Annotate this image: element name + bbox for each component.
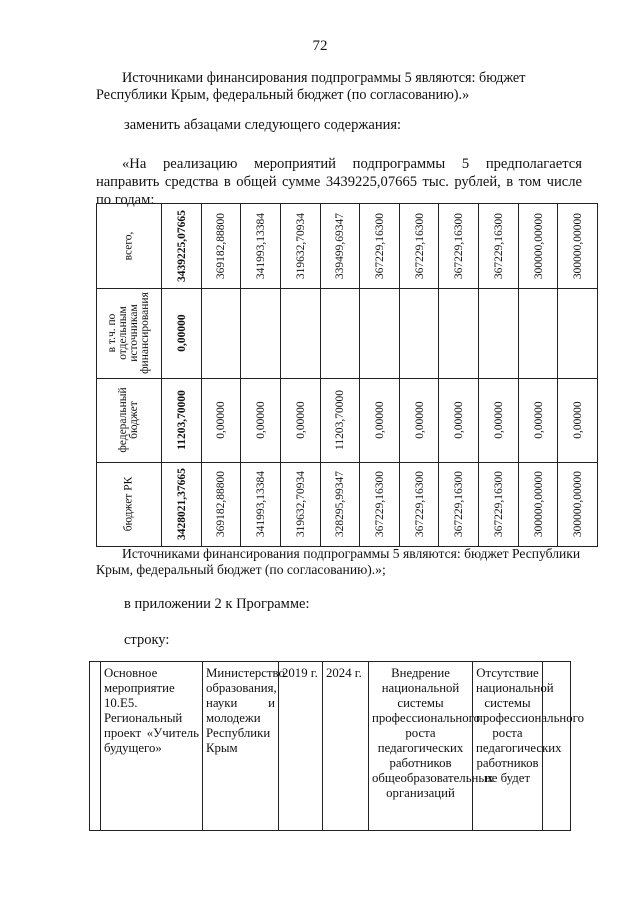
funding-value: 300000,00000 bbox=[532, 212, 545, 280]
row-cell-start-year: 2019 г. bbox=[278, 662, 322, 830]
funding-value: 0,00000 bbox=[215, 401, 228, 439]
funding-value: 3439225,07665 bbox=[175, 210, 188, 282]
funding-header-label: в т.ч. по отдельным источникам финансирования bbox=[106, 292, 151, 374]
row-cell-end-year: 2024 г. bbox=[322, 662, 368, 830]
funding-value: 341993,13384 bbox=[255, 470, 268, 538]
funding-cell bbox=[518, 204, 559, 288]
funding-value: 367229,16300 bbox=[413, 470, 426, 538]
funding-cell bbox=[359, 204, 400, 288]
funding-value: 0,00000 bbox=[492, 401, 505, 439]
paragraph-appendix: в приложении 2 к Программе: bbox=[124, 596, 310, 612]
funding-cell bbox=[201, 288, 242, 378]
funding-cell bbox=[280, 378, 321, 462]
funding-cell bbox=[478, 462, 519, 546]
funding-band-2 bbox=[97, 378, 597, 463]
funding-cell bbox=[399, 288, 440, 378]
funding-value: 328295,99347 bbox=[334, 470, 347, 538]
funding-value: 0,00000 bbox=[413, 401, 426, 439]
row-cell-measure: Основное мероприятие 10.Е5. Региональный проект «Учитель будущего» bbox=[100, 662, 202, 830]
paragraph-replace: заменить абзацами следующего содержания: bbox=[124, 117, 402, 133]
funding-cell bbox=[399, 462, 440, 546]
funding-cell bbox=[478, 288, 519, 378]
funding-band-0 bbox=[97, 204, 597, 289]
funding-value: 369182,88800 bbox=[215, 212, 228, 280]
funding-cell bbox=[201, 462, 242, 546]
funding-value: 319632,70934 bbox=[294, 470, 307, 538]
funding-band-3 bbox=[97, 462, 597, 546]
funding-value: 11203,70000 bbox=[175, 390, 188, 450]
funding-value: 369182,88800 bbox=[215, 470, 228, 538]
funding-band-1 bbox=[97, 288, 597, 379]
funding-cell bbox=[438, 378, 479, 462]
funding-cell bbox=[280, 204, 321, 288]
funding-header-cell bbox=[97, 204, 161, 288]
funding-cell bbox=[161, 204, 202, 288]
funding-value: 367229,16300 bbox=[373, 212, 386, 280]
funding-cell bbox=[240, 288, 281, 378]
funding-cell bbox=[161, 378, 202, 462]
funding-value: 319632,70934 bbox=[294, 212, 307, 280]
funding-header-label: всего, bbox=[122, 231, 135, 261]
funding-cell bbox=[438, 288, 479, 378]
funding-header-cell bbox=[97, 462, 161, 546]
funding-value: 339499,69347 bbox=[334, 212, 347, 280]
funding-value: 0,00000 bbox=[373, 401, 386, 439]
funding-cell bbox=[320, 288, 361, 378]
funding-cell bbox=[438, 204, 479, 288]
row-cell-consequence: Отсутствие национальной системы профессионального роста педагогических работников не будет bbox=[472, 662, 542, 830]
funding-cell bbox=[557, 204, 598, 288]
funding-table bbox=[96, 203, 598, 547]
funding-value: 367229,16300 bbox=[492, 212, 505, 280]
funding-cell bbox=[478, 378, 519, 462]
funding-cell bbox=[557, 378, 598, 462]
funding-cell bbox=[359, 288, 400, 378]
funding-value: 367229,16300 bbox=[453, 212, 466, 280]
funding-value: 0,00000 bbox=[294, 401, 307, 439]
paragraph-funding-total: «На реализацию мероприятий подпрограммы 5 предполагается направить средства в общей сумме 3439225,07665 тыс. рублей, в том числе по годам: bbox=[96, 156, 582, 208]
page-number: 72 bbox=[312, 38, 328, 54]
funding-cell bbox=[557, 288, 598, 378]
funding-cell bbox=[438, 462, 479, 546]
paragraph-row-label: строку: bbox=[124, 632, 170, 648]
funding-value: 0,00000 bbox=[255, 401, 268, 439]
funding-cell bbox=[280, 462, 321, 546]
funding-cell bbox=[557, 462, 598, 546]
funding-cell bbox=[240, 204, 281, 288]
funding-cell bbox=[320, 462, 361, 546]
funding-cell bbox=[320, 378, 361, 462]
funding-cell bbox=[280, 288, 321, 378]
funding-cell bbox=[161, 288, 202, 378]
funding-cell bbox=[518, 462, 559, 546]
funding-value: 3428021,37665 bbox=[175, 468, 188, 540]
funding-cell bbox=[518, 288, 559, 378]
funding-cell bbox=[399, 378, 440, 462]
row-cell-ministry: Министерство образования, науки и молодежи Республики Крым bbox=[202, 662, 278, 830]
funding-cell bbox=[201, 204, 242, 288]
funding-value: 341993,13384 bbox=[255, 212, 268, 280]
funding-value: 0,00000 bbox=[453, 401, 466, 439]
funding-value: 300000,00000 bbox=[572, 212, 585, 280]
row-cell-result: Внедрение национальной системы профессионального роста педагогических работников общеобразовательных организаций bbox=[368, 662, 472, 830]
funding-value: 0,00000 bbox=[532, 401, 545, 439]
funding-cell bbox=[518, 378, 559, 462]
funding-header-cell bbox=[97, 288, 161, 378]
paragraph-sources-old: Источниками финансирования подпрограммы 5 являются: бюджет Республики Крым, федеральный бюджет (по согласованию).» bbox=[96, 70, 526, 103]
funding-cell bbox=[359, 462, 400, 546]
funding-value: 367229,16300 bbox=[413, 212, 426, 280]
appendix-row-table bbox=[89, 661, 584, 831]
funding-cell bbox=[478, 204, 519, 288]
funding-cell bbox=[161, 462, 202, 546]
funding-value: 0,00000 bbox=[572, 401, 585, 439]
row-cell-empty-left bbox=[90, 662, 100, 830]
funding-value: 300000,00000 bbox=[572, 470, 585, 538]
funding-header-label: бюджет РК bbox=[122, 476, 135, 532]
row-cell-empty-right bbox=[542, 662, 570, 830]
funding-value: 11203,70000 bbox=[334, 390, 347, 450]
funding-cell bbox=[359, 378, 400, 462]
funding-header-label: федеральный бюджет bbox=[117, 387, 140, 453]
funding-value: 300000,00000 bbox=[532, 470, 545, 538]
funding-cell bbox=[399, 204, 440, 288]
funding-header-cell bbox=[97, 378, 161, 462]
funding-cell bbox=[320, 204, 361, 288]
funding-value: 367229,16300 bbox=[492, 470, 505, 538]
funding-cell bbox=[240, 378, 281, 462]
paragraph-sources-new: Источниками финансирования подпрограммы 5 являются: бюджет Республики Крым, федеральный бюджет (по согласованию).»; bbox=[96, 546, 581, 577]
funding-cell bbox=[240, 462, 281, 546]
funding-value: 367229,16300 bbox=[453, 470, 466, 538]
funding-value: 0,00000 bbox=[175, 314, 188, 352]
funding-value: 367229,16300 bbox=[373, 470, 386, 538]
funding-cell bbox=[201, 378, 242, 462]
